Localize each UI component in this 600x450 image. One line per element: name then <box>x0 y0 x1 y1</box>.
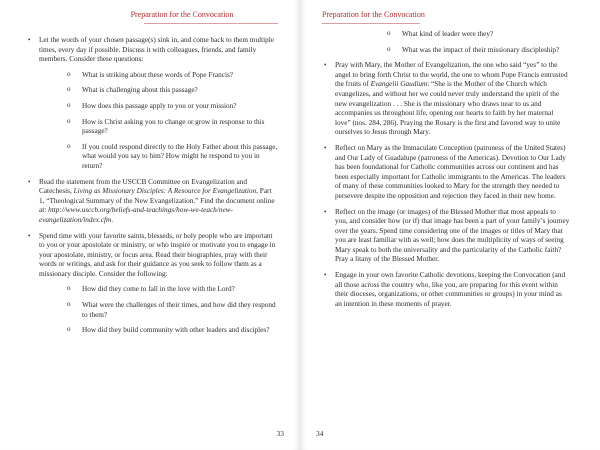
document-url-link[interactable]: http://www.usccb.org/beliefs-and-teachings/how-we-teach/new-evangelization/index.cfm <box>39 206 233 224</box>
list-item <box>322 61 570 138</box>
sub-item: o What kind of leader were they? <box>322 30 570 40</box>
sub-item: o What is challenging about this passage? <box>39 86 278 96</box>
bullet-text: : “She is the Mother of the Church which evangelizes, and without her we could never truly understand the spirit of the new evangelization . . . She is the missionary who draws near to us and accompanies us throughout life, opening our hearts to faith by her maternal love” (nos. 284, 286). Praying the Rosary is the first and favored way to unite ourselves to Jesus through Mary. <box>335 80 561 137</box>
bullet-text: . <box>111 215 114 224</box>
sub-question-list <box>39 71 278 172</box>
list-item <box>26 178 278 226</box>
document-title: Evangelii Gaudium <box>370 80 428 89</box>
left-page-body <box>26 24 278 336</box>
sub-question-list <box>322 30 570 55</box>
sub-item: o How is Christ asking you to change or grow in response to this passage? <box>39 118 278 137</box>
bullet-text: Pray with Mary, the Mother of Evangelization, the one who said “yes” to the angel to bring forth Christ to the world, the one to whom Pope Francis entrusted the fruits of <box>335 61 568 89</box>
page-number-right: 34 <box>316 429 324 438</box>
bullet-text: Spend time with your favorite saints, blesseds, or holy people who are important to you or your apostolate or ministry, or who inspire or motivate you to engage in your apostolate, ministry, or focus area. Read their biographies, pray with their words or writings, and ask for their guidance as you seek to follow them as a missionary disciple. Consider the following: <box>39 231 276 278</box>
sub-item: o If you could respond directly to the Holy Father about this passage, what would you say to him? How might he respond to you in return? <box>39 143 278 172</box>
running-head-right: Preparation for the Convocation <box>322 10 425 19</box>
running-head-left: Preparation for the Convocation <box>130 10 234 19</box>
bullet-text: Reflect on the image (or images) of the Blessed Mother that most appeals to you, and consider how (or if) that image has been a part of your family’s journey over the years. Spend time considering one of the images or titles of Mary that you are least familiar with as well; how does the multiplicity of ways of seeing Mary speak to both the universality and the particularity of the Catholic faith? Pray a litany of the Blessed Mother. <box>335 207 570 264</box>
list-item <box>322 144 570 202</box>
bullet-text: Read the statement from the USCCB Committee on Evangelization and Catechesis, <box>39 177 247 196</box>
list-item <box>26 232 278 336</box>
sub-item: o What were the challenges of their times, and how did they respond to them? <box>39 301 278 320</box>
sub-item: o How does this passage apply to you or your mission? <box>39 102 278 112</box>
page-number-left: 33 <box>276 429 284 438</box>
list-item <box>322 271 570 309</box>
bullet-text: , Part 1, “Theological Summary of the New Evangelization.” Find the document online at: <box>39 187 275 215</box>
sub-item: o What is striking about these words of Pope Francis? <box>39 71 278 81</box>
bullet-text: Reflect on Mary as the Immaculate Conception (patroness of the United States) and Our Lady of Guadalupe (patroness of the Americas). Devotion to Our Lady has been foundational for Catholic communities across our continent and has been especially important for Catholic immigrants to the Americas. The leaders of many of these communities looked to Mary for the strength they needed to persevere despite the opposition and rejection they faced in their new home. <box>335 143 566 200</box>
sub-item: o How did they build community with other leaders and disciples? <box>39 326 278 336</box>
list-item <box>26 36 278 172</box>
document-title: Living as Missionary Disciples: A Resource for Evangelization <box>73 187 257 196</box>
bullet-text: Engage in your own favorite Catholic devotions, keeping the Convocation (and all those across the country who, like you, are preparing for this event within their dioceses, organizations, or other communities or groups) in your mind as an intention in these moments of prayer. <box>335 271 566 308</box>
right-page-body <box>322 24 570 309</box>
bullet-text: Let the words of your chosen passage(s) sink in, and come back to them multiple times, every day if possible. Discuss it with colleagues, friends, and family members. Consider these questions: <box>39 36 274 64</box>
sub-item: o How did they come to fall in the love with the Lord? <box>39 285 278 295</box>
right-page <box>300 0 600 450</box>
sub-question-list <box>39 285 278 335</box>
list-item <box>322 208 570 266</box>
sub-item: o What was the impact of their missionary discipleship? <box>322 46 570 56</box>
